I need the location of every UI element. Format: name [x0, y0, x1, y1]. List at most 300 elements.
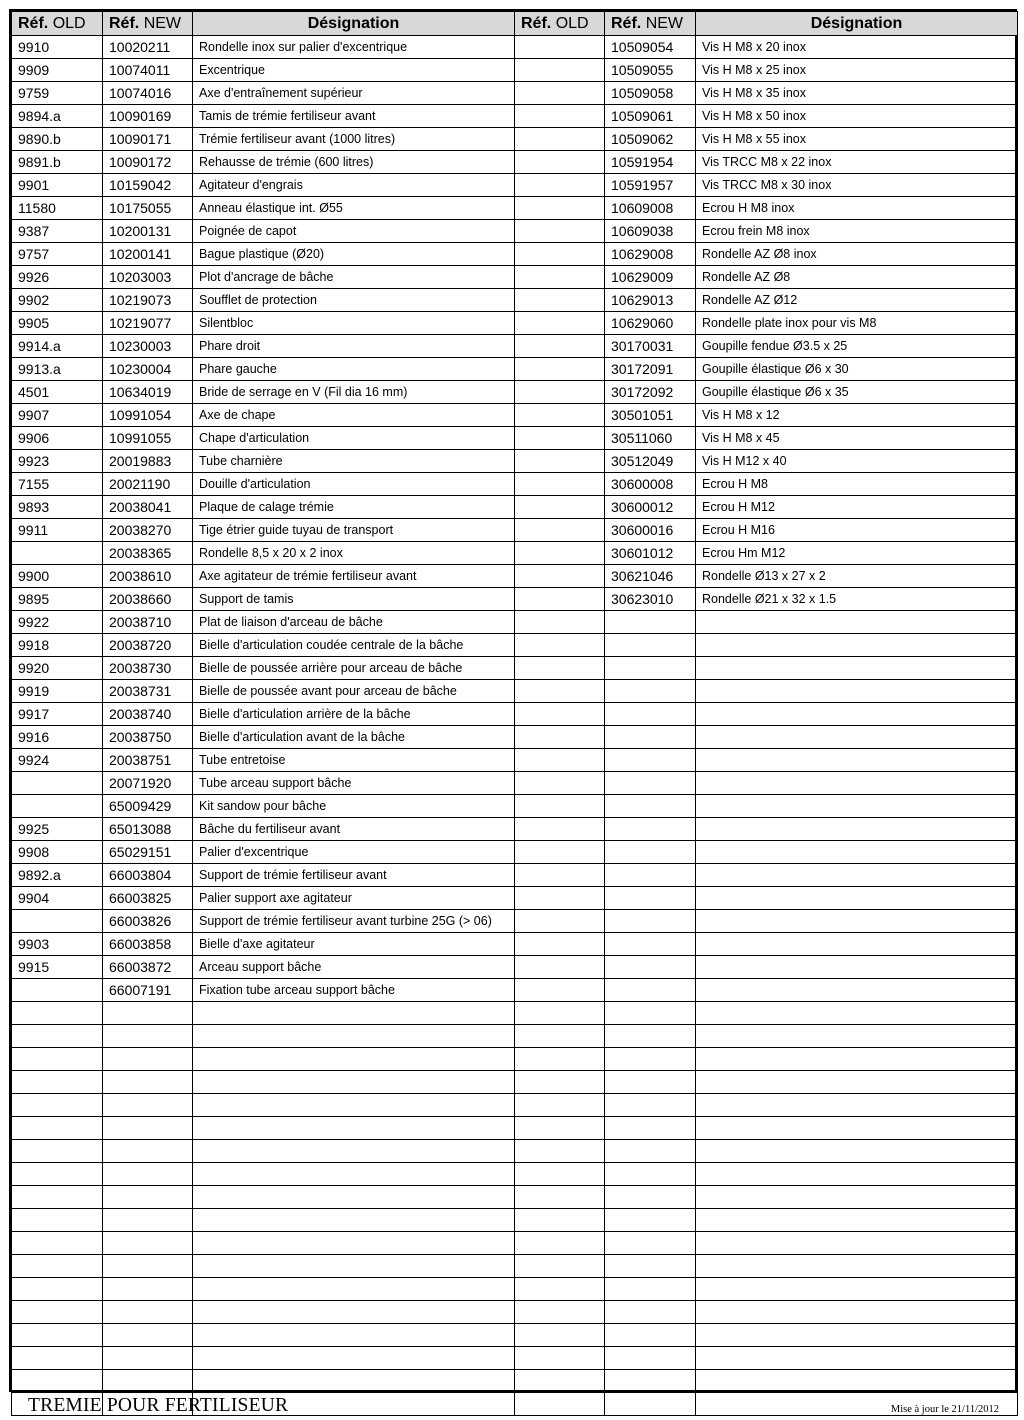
cell-ref-new-left: 10090172	[103, 151, 193, 174]
cell-ref-new-right: 30172091	[605, 358, 696, 381]
document-title: TREMIE POUR FERTILISEUR	[28, 1395, 289, 1416]
cell-ref-old-right	[515, 1186, 605, 1209]
cell-ref-old-right	[515, 933, 605, 956]
cell-designation-left	[193, 1324, 515, 1347]
table-row	[12, 1094, 1018, 1117]
cell-designation-right: Vis H M8 x 20 inox	[696, 36, 1018, 59]
cell-ref-old-left	[12, 1278, 103, 1301]
cell-ref-old-left: 9902	[12, 289, 103, 312]
cell-ref-new-right	[605, 726, 696, 749]
cell-ref-new-right: 30600008	[605, 473, 696, 496]
cell-ref-new-left: 20038365	[103, 542, 193, 565]
cell-designation-left	[193, 1186, 515, 1209]
cell-designation-left	[193, 1094, 515, 1117]
cell-designation-right: Vis TRCC M8 x 22 inox	[696, 151, 1018, 174]
cell-designation-right	[696, 910, 1018, 933]
cell-designation-right	[696, 1071, 1018, 1094]
cell-ref-new-right: 10509061	[605, 105, 696, 128]
cell-designation-right	[696, 818, 1018, 841]
cell-designation-left	[193, 1301, 515, 1324]
cell-ref-old-right	[515, 473, 605, 496]
header-ref-new-left: Réf. NEW	[103, 12, 193, 36]
cell-ref-new-left: 10203003	[103, 266, 193, 289]
cell-designation-left	[193, 1163, 515, 1186]
cell-designation-left	[193, 1071, 515, 1094]
cell-ref-new-right	[605, 795, 696, 818]
cell-ref-new-right	[605, 956, 696, 979]
cell-designation-left	[193, 1347, 515, 1370]
cell-designation-right: Rondelle AZ Ø8 inox	[696, 243, 1018, 266]
cell-ref-new-right	[605, 657, 696, 680]
cell-ref-old-right	[515, 703, 605, 726]
cell-designation-right	[696, 1347, 1018, 1370]
cell-ref-new-left	[103, 1025, 193, 1048]
cell-ref-new-right: 10629013	[605, 289, 696, 312]
cell-designation-right: Ecrou H M8 inox	[696, 197, 1018, 220]
cell-ref-old-left: 9926	[12, 266, 103, 289]
cell-ref-old-right	[515, 1071, 605, 1094]
cell-ref-new-left: 66003872	[103, 956, 193, 979]
cell-ref-old-left	[12, 979, 103, 1002]
cell-ref-old-left	[12, 1071, 103, 1094]
cell-ref-old-right	[515, 266, 605, 289]
cell-ref-new-left: 10074016	[103, 82, 193, 105]
cell-ref-old-left	[12, 1186, 103, 1209]
table-row	[12, 473, 1018, 496]
parts-table-body	[12, 36, 1018, 1416]
cell-designation-left: Anneau élastique int. Ø55	[193, 197, 515, 220]
cell-ref-old-left	[12, 795, 103, 818]
table-row	[12, 634, 1018, 657]
cell-ref-new-right: 10509058	[605, 82, 696, 105]
cell-ref-old-right	[515, 243, 605, 266]
cell-designation-right: Vis TRCC M8 x 30 inox	[696, 174, 1018, 197]
cell-designation-right	[696, 703, 1018, 726]
cell-designation-right: Vis H M8 x 12	[696, 404, 1018, 427]
cell-ref-old-left: 9903	[12, 933, 103, 956]
table-row	[12, 1347, 1018, 1370]
cell-designation-right: Ecrou frein M8 inox	[696, 220, 1018, 243]
cell-designation-right	[696, 1209, 1018, 1232]
cell-ref-new-left: 10200131	[103, 220, 193, 243]
cell-ref-new-left: 10219077	[103, 312, 193, 335]
cell-ref-old-right	[515, 82, 605, 105]
cell-ref-new-right	[605, 611, 696, 634]
cell-ref-new-right: 30170031	[605, 335, 696, 358]
cell-ref-old-right	[515, 1025, 605, 1048]
cell-designation-left	[193, 1140, 515, 1163]
cell-designation-right: Vis H M8 x 55 inox	[696, 128, 1018, 151]
table-row	[12, 358, 1018, 381]
cell-ref-old-left	[12, 1324, 103, 1347]
cell-ref-old-left	[12, 1002, 103, 1025]
cell-ref-new-right: 30621046	[605, 565, 696, 588]
cell-ref-old-right	[515, 289, 605, 312]
cell-ref-new-left: 20038730	[103, 657, 193, 680]
cell-ref-old-left: 9893	[12, 496, 103, 519]
table-row	[12, 197, 1018, 220]
cell-designation-left	[193, 1117, 515, 1140]
cell-ref-old-left	[12, 542, 103, 565]
table-row	[12, 174, 1018, 197]
cell-ref-old-right	[515, 1255, 605, 1278]
cell-ref-old-left: 9895	[12, 588, 103, 611]
cell-ref-old-left: 9910	[12, 36, 103, 59]
table-row	[12, 772, 1018, 795]
cell-ref-new-right	[605, 887, 696, 910]
cell-ref-old-right	[515, 910, 605, 933]
cell-ref-old-left	[12, 1163, 103, 1186]
cell-ref-new-left: 10230003	[103, 335, 193, 358]
cell-ref-old-right	[515, 404, 605, 427]
cell-ref-old-right	[515, 105, 605, 128]
cell-designation-right: Rondelle Ø21 x 32 x 1.5	[696, 588, 1018, 611]
cell-ref-old-right	[515, 1393, 605, 1416]
cell-designation-right	[696, 680, 1018, 703]
cell-designation-right	[696, 1002, 1018, 1025]
header-designation-left: Désignation	[193, 12, 515, 36]
cell-ref-old-left: 7155	[12, 473, 103, 496]
cell-ref-old-left	[12, 1232, 103, 1255]
cell-ref-new-left	[103, 1186, 193, 1209]
cell-ref-old-left: 9906	[12, 427, 103, 450]
cell-ref-old-left: 9904	[12, 887, 103, 910]
cell-ref-old-left: 9925	[12, 818, 103, 841]
cell-designation-left: Bielle d'axe agitateur	[193, 933, 515, 956]
header-ref-old-left: Réf. OLD	[12, 12, 103, 36]
cell-ref-old-right	[515, 1347, 605, 1370]
table-row	[12, 82, 1018, 105]
cell-ref-old-left: 9387	[12, 220, 103, 243]
cell-ref-old-right	[515, 1117, 605, 1140]
cell-designation-right	[696, 1163, 1018, 1186]
cell-ref-new-right: 30601012	[605, 542, 696, 565]
cell-ref-new-right	[605, 864, 696, 887]
cell-designation-right: Vis H M8 x 35 inox	[696, 82, 1018, 105]
cell-ref-old-right	[515, 1324, 605, 1347]
cell-ref-new-right	[605, 979, 696, 1002]
cell-designation-left	[193, 1370, 515, 1393]
cell-ref-new-left: 10074011	[103, 59, 193, 82]
cell-ref-old-right	[515, 1140, 605, 1163]
cell-ref-new-left: 20038720	[103, 634, 193, 657]
cell-ref-new-left: 10200141	[103, 243, 193, 266]
cell-ref-old-left: 9901	[12, 174, 103, 197]
cell-designation-left: Chape d'articulation	[193, 427, 515, 450]
cell-designation-left: Bague plastique (Ø20)	[193, 243, 515, 266]
cell-ref-old-left: 9894.a	[12, 105, 103, 128]
cell-ref-old-left	[12, 1140, 103, 1163]
cell-ref-old-right	[515, 1232, 605, 1255]
table-row	[12, 749, 1018, 772]
cell-designation-left: Palier d'excentrique	[193, 841, 515, 864]
cell-ref-old-left: 9923	[12, 450, 103, 473]
cell-ref-new-right	[605, 1025, 696, 1048]
cell-designation-left: Support de trémie fertiliseur avant	[193, 864, 515, 887]
cell-ref-old-left	[12, 1209, 103, 1232]
cell-ref-new-left	[103, 1071, 193, 1094]
cell-ref-new-right: 10509055	[605, 59, 696, 82]
cell-ref-old-left	[12, 1370, 103, 1393]
cell-designation-left: Bielle de poussée arrière pour arceau de bâche	[193, 657, 515, 680]
table-row	[12, 1186, 1018, 1209]
table-row	[12, 128, 1018, 151]
cell-ref-new-right	[605, 1393, 696, 1416]
table-row	[12, 289, 1018, 312]
cell-ref-old-right	[515, 634, 605, 657]
cell-ref-new-left	[103, 1301, 193, 1324]
table-row	[12, 703, 1018, 726]
cell-ref-old-left: 9892.a	[12, 864, 103, 887]
cell-ref-old-right	[515, 887, 605, 910]
cell-ref-old-right	[515, 220, 605, 243]
cell-ref-new-left: 20071920	[103, 772, 193, 795]
table-row	[12, 726, 1018, 749]
table-row	[12, 1163, 1018, 1186]
cell-ref-new-left	[103, 1255, 193, 1278]
cell-ref-new-right	[605, 680, 696, 703]
cell-designation-right	[696, 979, 1018, 1002]
cell-ref-new-left: 10020211	[103, 36, 193, 59]
table-row	[12, 1370, 1018, 1393]
cell-ref-old-right	[515, 841, 605, 864]
table-row	[12, 1324, 1018, 1347]
cell-ref-new-left	[103, 1094, 193, 1117]
table-row	[12, 588, 1018, 611]
cell-ref-old-left	[12, 1347, 103, 1370]
cell-ref-new-left	[103, 1232, 193, 1255]
cell-ref-new-right: 30623010	[605, 588, 696, 611]
cell-designation-right: Vis H M8 x 45	[696, 427, 1018, 450]
cell-ref-old-right	[515, 818, 605, 841]
cell-ref-new-right: 30511060	[605, 427, 696, 450]
table-row	[12, 381, 1018, 404]
table-row	[12, 565, 1018, 588]
cell-ref-new-left: 65009429	[103, 795, 193, 818]
cell-designation-left: Kit sandow pour bâche	[193, 795, 515, 818]
parts-table	[11, 11, 1018, 1416]
cell-ref-new-left: 66007191	[103, 979, 193, 1002]
cell-ref-new-right: 30512049	[605, 450, 696, 473]
cell-designation-left	[193, 1232, 515, 1255]
cell-ref-old-right	[515, 1278, 605, 1301]
cell-designation-right	[696, 864, 1018, 887]
cell-designation-left: Support de trémie fertiliseur avant turbine 25G (> 06)	[193, 910, 515, 933]
cell-designation-left: Agitateur d'engrais	[193, 174, 515, 197]
table-row	[12, 841, 1018, 864]
table-row	[12, 1140, 1018, 1163]
cell-ref-new-right: 10629008	[605, 243, 696, 266]
cell-ref-old-right	[515, 128, 605, 151]
cell-ref-new-left: 20038740	[103, 703, 193, 726]
cell-ref-new-right	[605, 1140, 696, 1163]
cell-ref-new-right	[605, 1370, 696, 1393]
table-row	[12, 59, 1018, 82]
table-row	[12, 450, 1018, 473]
cell-designation-right	[696, 1255, 1018, 1278]
cell-ref-new-right: 10509054	[605, 36, 696, 59]
cell-designation-right: Rondelle AZ Ø8	[696, 266, 1018, 289]
cell-ref-old-left: 9914.a	[12, 335, 103, 358]
cell-designation-left: Support de tamis	[193, 588, 515, 611]
cell-ref-new-left: 10991054	[103, 404, 193, 427]
table-row	[12, 1117, 1018, 1140]
cell-designation-right	[696, 726, 1018, 749]
table-row	[12, 1232, 1018, 1255]
table-row	[12, 243, 1018, 266]
cell-designation-right	[696, 1324, 1018, 1347]
cell-designation-left	[193, 1209, 515, 1232]
cell-ref-old-left: 9909	[12, 59, 103, 82]
cell-designation-left: Rehausse de trémie (600 litres)	[193, 151, 515, 174]
cell-designation-left	[193, 1255, 515, 1278]
cell-designation-left: Phare droit	[193, 335, 515, 358]
cell-designation-right: Ecrou H M12	[696, 496, 1018, 519]
cell-ref-old-left	[12, 910, 103, 933]
table-row	[12, 151, 1018, 174]
cell-designation-left: Rondelle 8,5 x 20 x 2 inox	[193, 542, 515, 565]
cell-designation-left: Axe de chape	[193, 404, 515, 427]
cell-designation-left	[193, 1002, 515, 1025]
cell-designation-right	[696, 1278, 1018, 1301]
cell-ref-new-right: 10609008	[605, 197, 696, 220]
cell-ref-old-left: 9911	[12, 519, 103, 542]
cell-designation-left: Tube charnière	[193, 450, 515, 473]
cell-designation-right: Ecrou Hm M12	[696, 542, 1018, 565]
cell-designation-left	[193, 1025, 515, 1048]
cell-ref-new-right: 30600016	[605, 519, 696, 542]
cell-ref-new-left: 10230004	[103, 358, 193, 381]
table-row	[12, 519, 1018, 542]
cell-designation-left: Trémie fertiliseur avant (1000 litres)	[193, 128, 515, 151]
cell-ref-new-right	[605, 1117, 696, 1140]
cell-ref-new-left: 20038750	[103, 726, 193, 749]
cell-ref-old-right	[515, 496, 605, 519]
cell-ref-new-right	[605, 1324, 696, 1347]
cell-designation-right: Vis H M12 x 40	[696, 450, 1018, 473]
cell-ref-old-left	[12, 1025, 103, 1048]
cell-ref-new-right: 30501051	[605, 404, 696, 427]
table-row	[12, 1278, 1018, 1301]
table-row	[12, 105, 1018, 128]
table-row	[12, 1301, 1018, 1324]
cell-designation-right	[696, 1232, 1018, 1255]
table-row	[12, 657, 1018, 680]
table-row	[12, 36, 1018, 59]
cell-ref-new-left: 10991055	[103, 427, 193, 450]
cell-ref-new-left: 20038041	[103, 496, 193, 519]
cell-ref-old-right	[515, 1209, 605, 1232]
cell-ref-old-left	[12, 1255, 103, 1278]
cell-designation-right: Goupille fendue Ø3.5 x 25	[696, 335, 1018, 358]
cell-ref-new-right	[605, 749, 696, 772]
cell-designation-left: Arceau support bâche	[193, 956, 515, 979]
cell-ref-old-right	[515, 151, 605, 174]
cell-ref-old-left	[12, 1301, 103, 1324]
cell-ref-new-right: 10609038	[605, 220, 696, 243]
cell-designation-right	[696, 772, 1018, 795]
cell-ref-old-right	[515, 519, 605, 542]
cell-ref-new-right	[605, 1347, 696, 1370]
table-row	[12, 818, 1018, 841]
cell-designation-left: Bâche du fertiliseur avant	[193, 818, 515, 841]
table-row	[12, 933, 1018, 956]
header-ref-old-right: Réf. OLD	[515, 12, 605, 36]
cell-designation-left: Bielle d'articulation coudée centrale de la bâche	[193, 634, 515, 657]
cell-ref-old-left	[12, 1048, 103, 1071]
update-date: Mise à jour le 21/11/2012	[890, 1404, 999, 1415]
cell-ref-new-left: 20038731	[103, 680, 193, 703]
cell-ref-old-right	[515, 611, 605, 634]
cell-ref-old-left: 9913.a	[12, 358, 103, 381]
cell-ref-old-right	[515, 588, 605, 611]
cell-designation-right	[696, 1025, 1018, 1048]
table-row	[12, 427, 1018, 450]
cell-ref-new-right	[605, 1209, 696, 1232]
cell-ref-new-left: 20038270	[103, 519, 193, 542]
cell-designation-left	[193, 1048, 515, 1071]
cell-designation-left: Bielle de poussée avant pour arceau de bâche	[193, 680, 515, 703]
cell-ref-new-left	[103, 1002, 193, 1025]
cell-designation-right	[696, 1048, 1018, 1071]
cell-ref-old-right	[515, 1094, 605, 1117]
cell-ref-new-left: 66003825	[103, 887, 193, 910]
cell-designation-right	[696, 749, 1018, 772]
cell-ref-new-left: 20038751	[103, 749, 193, 772]
table-row	[12, 887, 1018, 910]
cell-designation-right	[696, 956, 1018, 979]
table-row	[12, 1209, 1018, 1232]
cell-ref-old-right	[515, 1370, 605, 1393]
table-row	[12, 1048, 1018, 1071]
cell-ref-old-right	[515, 864, 605, 887]
table-row	[12, 956, 1018, 979]
cell-designation-right	[696, 1094, 1018, 1117]
cell-designation-left: Soufflet de protection	[193, 289, 515, 312]
table-row	[12, 542, 1018, 565]
cell-ref-new-right	[605, 1002, 696, 1025]
cell-ref-new-right	[605, 1048, 696, 1071]
cell-ref-new-left	[103, 1163, 193, 1186]
cell-ref-old-right	[515, 795, 605, 818]
cell-ref-old-right	[515, 1163, 605, 1186]
cell-ref-new-right: 10591957	[605, 174, 696, 197]
cell-ref-new-left	[103, 1370, 193, 1393]
cell-ref-new-left	[103, 1140, 193, 1163]
cell-ref-new-left: 66003804	[103, 864, 193, 887]
cell-designation-left: Silentbloc	[193, 312, 515, 335]
table-row	[12, 1071, 1018, 1094]
cell-designation-right: Vis H M8 x 50 inox	[696, 105, 1018, 128]
cell-designation-right: Goupille élastique Ø6 x 35	[696, 381, 1018, 404]
table-row	[12, 910, 1018, 933]
cell-designation-right	[696, 841, 1018, 864]
cell-ref-new-left	[103, 1324, 193, 1347]
cell-ref-new-right	[605, 1094, 696, 1117]
parts-sheet	[9, 9, 1017, 1392]
cell-designation-left: Tube entretoise	[193, 749, 515, 772]
cell-designation-right	[696, 933, 1018, 956]
cell-designation-right	[696, 657, 1018, 680]
cell-designation-right	[696, 1186, 1018, 1209]
table-row	[12, 496, 1018, 519]
cell-ref-old-left	[12, 1117, 103, 1140]
cell-ref-old-right	[515, 1002, 605, 1025]
cell-ref-new-left	[103, 1117, 193, 1140]
cell-ref-new-left: 10090171	[103, 128, 193, 151]
cell-ref-old-right	[515, 772, 605, 795]
cell-designation-left: Fixation tube arceau support bâche	[193, 979, 515, 1002]
